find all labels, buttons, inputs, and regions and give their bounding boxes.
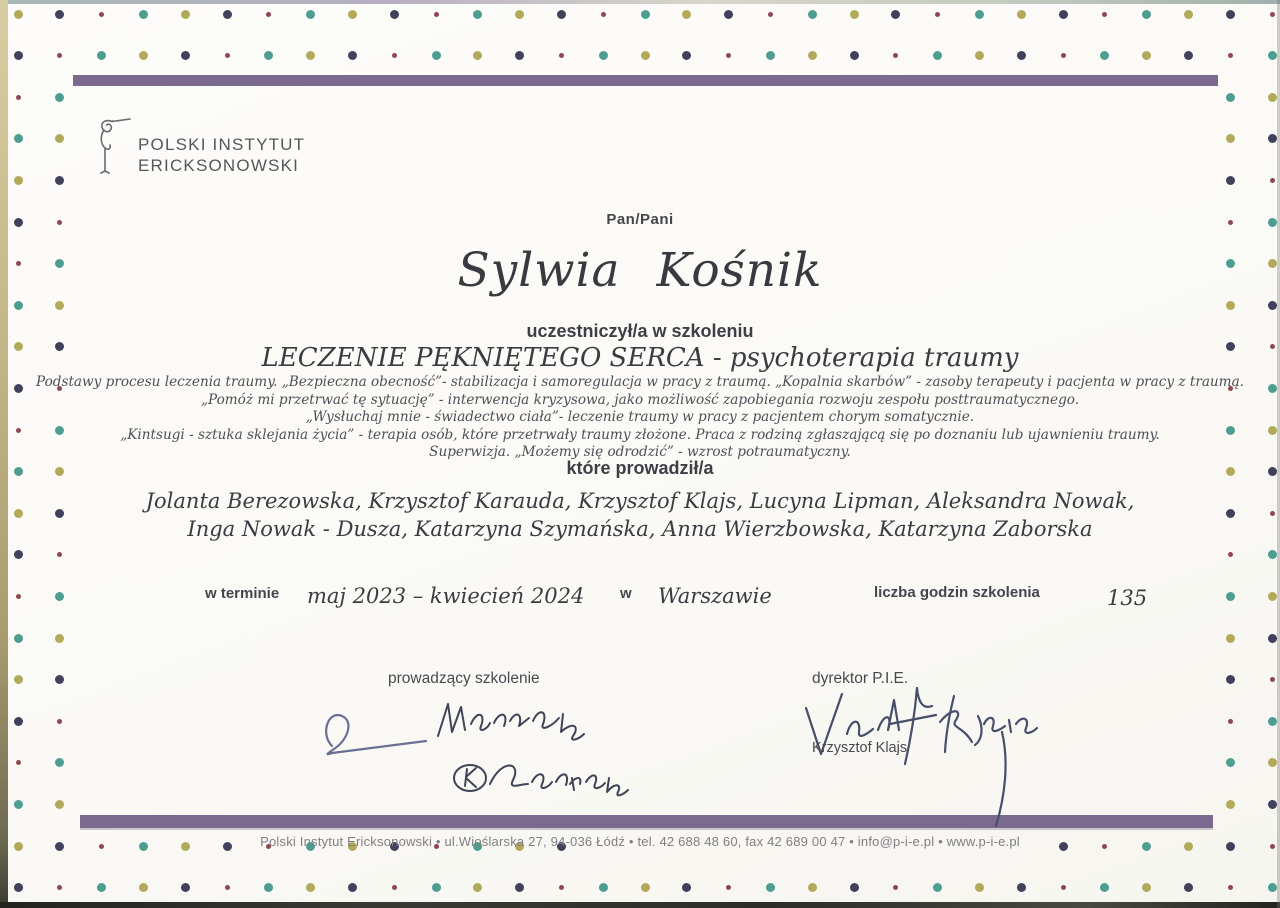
confetti-dot <box>139 10 148 19</box>
trainers-line: Inga Nowak - Dusza, Katarzyna Szymańska, Anna Wierzbowska, Katarzyna Zaborska <box>187 517 1093 541</box>
confetti-dot <box>264 883 273 892</box>
confetti-dot <box>1059 10 1068 19</box>
confetti-dot <box>55 301 64 310</box>
hours-label: liczba godzin szkolenia <box>874 584 1040 601</box>
confetti-dot <box>1142 883 1151 892</box>
confetti-dot <box>264 51 273 60</box>
confetti-dot <box>139 51 148 60</box>
confetti-dot <box>181 51 190 60</box>
confetti-dot <box>1017 883 1026 892</box>
confetti-dot <box>1228 885 1233 890</box>
confetti-dot <box>1268 93 1277 102</box>
confetti-dot <box>473 10 482 19</box>
trainers-list <box>0 487 1280 543</box>
confetti-dot <box>57 552 62 557</box>
right-signature-role: dyrektor P.I.E. <box>812 670 909 687</box>
course-description-line: „Wysłuchaj mnie - świadectwo ciała”- leczenie traumy w pracy z pacjentem chorym somatycznie. <box>305 409 975 426</box>
confetti-dot <box>1226 301 1235 310</box>
confetti-dot <box>1061 53 1066 58</box>
confetti-dot <box>557 10 566 19</box>
confetti-dot <box>16 594 21 599</box>
salutation: Pan/Pani <box>606 211 674 228</box>
confetti-dot <box>55 634 64 643</box>
confetti-dot <box>223 10 232 19</box>
confetti-dot <box>766 883 775 892</box>
location-label: w <box>620 585 632 602</box>
confetti-dot <box>726 53 731 58</box>
confetti-dot <box>601 12 606 17</box>
term-value: maj 2023 – kwiecień 2024 <box>307 584 585 608</box>
course-title: LECZENIE PĘKNIĘTEGO SERCA - psychoterapia traumy <box>261 343 1019 373</box>
confetti-dot <box>515 883 524 892</box>
confetti-dot <box>975 51 984 60</box>
confetti-dot <box>14 717 23 726</box>
confetti-dot <box>1268 758 1277 767</box>
confetti-dot <box>57 53 62 58</box>
confetti-dot <box>392 885 397 890</box>
director-name: Krzysztof Klajs <box>812 740 908 756</box>
confetti-dot <box>808 51 817 60</box>
confetti-dot <box>57 885 62 890</box>
confetti-dot <box>432 883 441 892</box>
trainer-signature <box>318 694 648 804</box>
confetti-dot <box>850 51 859 60</box>
confetti-dot <box>559 885 564 890</box>
confetti-dot <box>641 51 650 60</box>
confetti-dot <box>14 176 23 185</box>
confetti-dot <box>181 883 190 892</box>
institute-name <box>138 134 305 176</box>
confetti-dot <box>14 634 23 643</box>
confetti-dot <box>975 883 984 892</box>
confetti-dot <box>975 10 984 19</box>
confetti-dot <box>14 134 23 143</box>
confetti-dot <box>97 883 106 892</box>
confetti-dot <box>1228 53 1233 58</box>
confetti-dot <box>1228 552 1233 557</box>
scan-edge-bottom <box>0 902 1280 908</box>
confetti-dot <box>1184 883 1193 892</box>
confetti-dot <box>55 134 64 143</box>
confetti-dot <box>1142 10 1151 19</box>
confetti-dot <box>808 10 817 19</box>
confetti-dot <box>473 883 482 892</box>
confetti-dot <box>390 10 399 19</box>
confetti-dot <box>14 301 23 310</box>
confetti-dot <box>1228 719 1233 724</box>
confetti-dot <box>1017 51 1026 60</box>
trainers-line: Jolanta Berezowska, Krzysztof Karauda, Krzysztof Klajs, Lucyna Lipman, Aleksandra Nowak, <box>145 489 1135 513</box>
confetti-dot <box>893 53 898 58</box>
course-description <box>0 374 1280 462</box>
confetti-dot <box>1061 885 1066 890</box>
confetti-dot <box>641 883 650 892</box>
confetti-dot <box>766 51 775 60</box>
confetti-dot <box>724 10 733 19</box>
confetti-dot <box>515 10 524 19</box>
confetti-dot <box>181 10 190 19</box>
confetti-dot <box>1226 176 1235 185</box>
confetti-dot <box>14 550 23 559</box>
confetti-dot <box>933 51 942 60</box>
confetti-dot <box>14 51 23 60</box>
director-signature <box>790 682 1040 832</box>
confetti-dot <box>16 95 21 100</box>
confetti-dot <box>1226 800 1235 809</box>
confetti-dot <box>1226 134 1235 143</box>
confetti-dot <box>57 719 62 724</box>
recipient-name: Sylwia Kośnik <box>457 243 823 298</box>
confetti-dot <box>1100 883 1109 892</box>
confetti-dot <box>16 760 21 765</box>
confetti-dot <box>306 10 315 19</box>
confetti-dot <box>97 51 106 60</box>
institute-logo <box>96 112 305 176</box>
institute-name-line1: POLSKI INSTYTUT <box>138 135 306 154</box>
course-description-line: Podstawy procesu leczenia traumy. „Bezpieczna obecność”- stabilizacja i samoregulacja w pracy z traumą. „Kopalnia skarbów” - zasoby terapeuty i pacjenta w pracy z traumą. <box>35 374 1244 390</box>
confetti-dot <box>1270 178 1275 183</box>
confetti-dot <box>1226 93 1235 102</box>
confetti-dot <box>266 12 271 17</box>
confetti-dot <box>850 883 859 892</box>
confetti-dot <box>1268 883 1277 892</box>
confetti-dot <box>768 12 773 17</box>
confetti-dot <box>348 10 357 19</box>
course-description-line: „Pomóż mi przetrwać tę sytuację” - interwencja kryzysowa, jako możliwość zapobiegania rozwoju zespołu posttraumatycznego. <box>200 391 1080 408</box>
confetti-dot <box>1100 51 1109 60</box>
scan-edge-top <box>0 0 1280 4</box>
location-value: Warszawie <box>658 584 772 608</box>
confetti-dot <box>1268 592 1277 601</box>
confetti-dot <box>348 883 357 892</box>
confetti-dot <box>348 51 357 60</box>
confetti-dot <box>55 800 64 809</box>
confetti-dot <box>55 675 64 684</box>
confetti-dot <box>1226 10 1235 19</box>
confetti-dot <box>559 53 564 58</box>
confetti-dot <box>1268 134 1277 143</box>
confetti-dot <box>599 51 608 60</box>
stork-icon <box>96 112 132 174</box>
confetti-dot <box>55 176 64 185</box>
confetti-dot <box>891 10 900 19</box>
institute-name-line2: ERICKSONOWSKI <box>138 156 300 175</box>
confetti-dot <box>14 800 23 809</box>
confetti-dot <box>726 885 731 890</box>
confetti-dot <box>139 883 148 892</box>
confetti-dot <box>55 758 64 767</box>
confetti-dot <box>641 10 650 19</box>
confetti-dot <box>1142 51 1151 60</box>
confetti-dot <box>55 10 64 19</box>
confetti-dot <box>1226 592 1235 601</box>
conducted-by-label: które prowadził/a <box>566 458 714 478</box>
confetti-dot <box>14 883 23 892</box>
left-signature-role: prowadzący szkolenie <box>388 670 540 687</box>
confetti-dot <box>935 12 940 17</box>
confetti-dot <box>14 675 23 684</box>
course-description-line: „Kintsugi - sztuka sklejania życia” - terapia osób, które przetrwały traumy złożone. Praca z rodziną zgłaszającą się po doznaniu lub ujawnieniu traumy. <box>120 426 1160 443</box>
confetti-dot <box>392 53 397 58</box>
term-label: w terminie <box>205 585 280 602</box>
confetti-dot <box>933 883 942 892</box>
confetti-dot <box>1268 301 1277 310</box>
confetti-dot <box>14 10 23 19</box>
confetti-dot <box>306 51 315 60</box>
confetti-dot <box>682 883 691 892</box>
confetti-dot <box>1184 10 1193 19</box>
course-description-line: Superwizja. „Możemy się odrodzić” - wzrost potraumatyczny. <box>429 444 851 461</box>
hours-value: 135 <box>1107 586 1148 610</box>
confetti-dot <box>1017 10 1026 19</box>
confetti-dot <box>1268 634 1277 643</box>
confetti-dot <box>225 53 230 58</box>
footer-contact-line: Polski Instytut Ericksonowski • ul.Wioślarska 27, 94-036 Łódź • tel. 42 688 48 60, fax 42 689 00 47 • info@p-i-e.pl • www.p-i-e.pl <box>260 834 1020 849</box>
confetti-dot <box>1102 12 1107 17</box>
confetti-dot <box>682 10 691 19</box>
confetti-dot <box>850 10 859 19</box>
confetti-dot <box>1268 550 1277 559</box>
confetti-dot <box>434 12 439 17</box>
confetti-dot <box>99 12 104 17</box>
confetti-dot <box>55 93 64 102</box>
confetti-dot <box>1270 677 1275 682</box>
confetti-dot <box>1268 51 1277 60</box>
confetti-dot <box>432 51 441 60</box>
confetti-dot <box>893 885 898 890</box>
bottom-accent-bar <box>80 815 1213 828</box>
top-accent-bar <box>73 75 1218 86</box>
confetti-dot <box>1268 717 1277 726</box>
confetti-dot <box>1226 675 1235 684</box>
confetti-dot <box>1270 12 1275 17</box>
confetti-dot <box>1226 758 1235 767</box>
confetti-dot <box>1268 800 1277 809</box>
confetti-dot <box>1184 51 1193 60</box>
confetti-dot <box>515 51 524 60</box>
confetti-dot <box>808 883 817 892</box>
participation-line: uczestniczył/a w szkoleniu <box>526 321 754 341</box>
confetti-dot <box>682 51 691 60</box>
confetti-dot <box>55 592 64 601</box>
confetti-dot <box>225 885 230 890</box>
confetti-dot <box>306 883 315 892</box>
confetti-dot <box>473 51 482 60</box>
confetti-dot <box>599 883 608 892</box>
confetti-dot <box>1226 634 1235 643</box>
